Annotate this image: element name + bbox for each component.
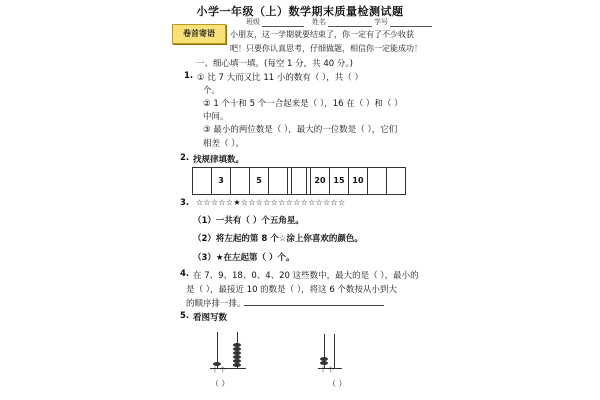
q4-line1: 在 7、9、18、0、4、20 这些数中，最大的是（ ），最小的 (193, 271, 419, 281)
sequence-cell[interactable] (386, 167, 406, 195)
abacus-right-answer[interactable]: （ ） (328, 379, 347, 388)
abacus-left-label: 十 个 (212, 367, 226, 374)
sequence-cell: 20 (310, 167, 330, 195)
name-label: 姓名 (312, 18, 326, 26)
star-row[interactable]: ☆☆☆☆☆★☆☆☆☆☆☆☆☆☆☆☆☆☆☆ (196, 198, 346, 207)
q4-line2: 是（ ），最接近 10 的数是（ ），将这 6 个数按从小到大 (186, 285, 397, 295)
q3-sub1: （1）一共有（ ）个五角星。 (193, 216, 304, 226)
sequence-cell: 15 (329, 167, 349, 195)
ones-rod (334, 334, 335, 368)
class-label: 班级 (246, 18, 260, 26)
q1-number: 1. (184, 71, 194, 81)
q1-part2-line2: 中间。 (203, 112, 229, 122)
intro-line-2: 吧！只要你认真思考，仔细做题，相信你一定能成功！ (230, 44, 422, 53)
q1-part2-line1: ② 1 个十和 5 个一合起来是（ ），16 在（ ）和（ ） (203, 99, 403, 109)
sequence-cell[interactable] (291, 167, 311, 195)
q3-sub2: （2）将左起的第 8 个☆涂上你喜欢的颜色。 (193, 234, 363, 244)
q1-part1-line1: ① 比 7 大而又比 11 小的数有（ ），共（ ） (197, 73, 364, 83)
q3-sub3: （3）★在左起第（ ）个。 (193, 253, 295, 263)
id-field (374, 17, 432, 27)
name-field (312, 17, 372, 27)
intro-line-1: 小朋友，这一学期就要结束了，你一定有了不少收获 (230, 30, 414, 39)
section-heading: 一、细心填一填。(每空 1 分，共 40 分。) (196, 59, 353, 69)
name-blank[interactable] (328, 19, 372, 27)
sequence-cell: 3 (211, 167, 231, 195)
sequence-row-2 (292, 167, 406, 195)
bead (233, 363, 241, 367)
id-label: 学号 (374, 18, 388, 26)
q5-number: 5. (180, 311, 190, 321)
q4-line3: 的顺序排一排。 (186, 299, 246, 309)
sequence-cell[interactable] (230, 167, 250, 195)
q1-part3-line1: ③ 最小的两位数是（ ），最大的一位数是（ ），它们 (203, 125, 398, 135)
abacus-left-answer[interactable]: （ ） (211, 379, 230, 388)
sequence-cell: 10 (348, 167, 368, 195)
q4-number: 4. (180, 269, 190, 279)
sequence-cell[interactable] (268, 167, 288, 195)
q4-answer-line[interactable] (244, 305, 384, 306)
page-title: 小学一年级（上）数学期末质量检测试题 (196, 5, 404, 18)
sequence-cell[interactable] (367, 167, 387, 195)
q5-text: 看图写数 (193, 313, 228, 323)
foreword-badge: 卷首寄语 (172, 24, 226, 44)
sequence-cell: 5 (249, 167, 269, 195)
sequence-cell[interactable] (192, 167, 212, 195)
class-blank[interactable] (262, 19, 304, 27)
q2-text: 找规律填数。 (193, 155, 245, 165)
sequence-row-1 (193, 167, 307, 195)
class-field (246, 17, 304, 27)
q1-part1-line2: 个。 (203, 86, 221, 96)
q3-number: 3. (180, 198, 190, 208)
q2-number: 2. (180, 153, 190, 163)
id-blank[interactable] (390, 19, 432, 27)
abacus-right-label: 十 个 (320, 367, 334, 374)
q1-part3-line2: 相差（ ）。 (203, 139, 244, 149)
